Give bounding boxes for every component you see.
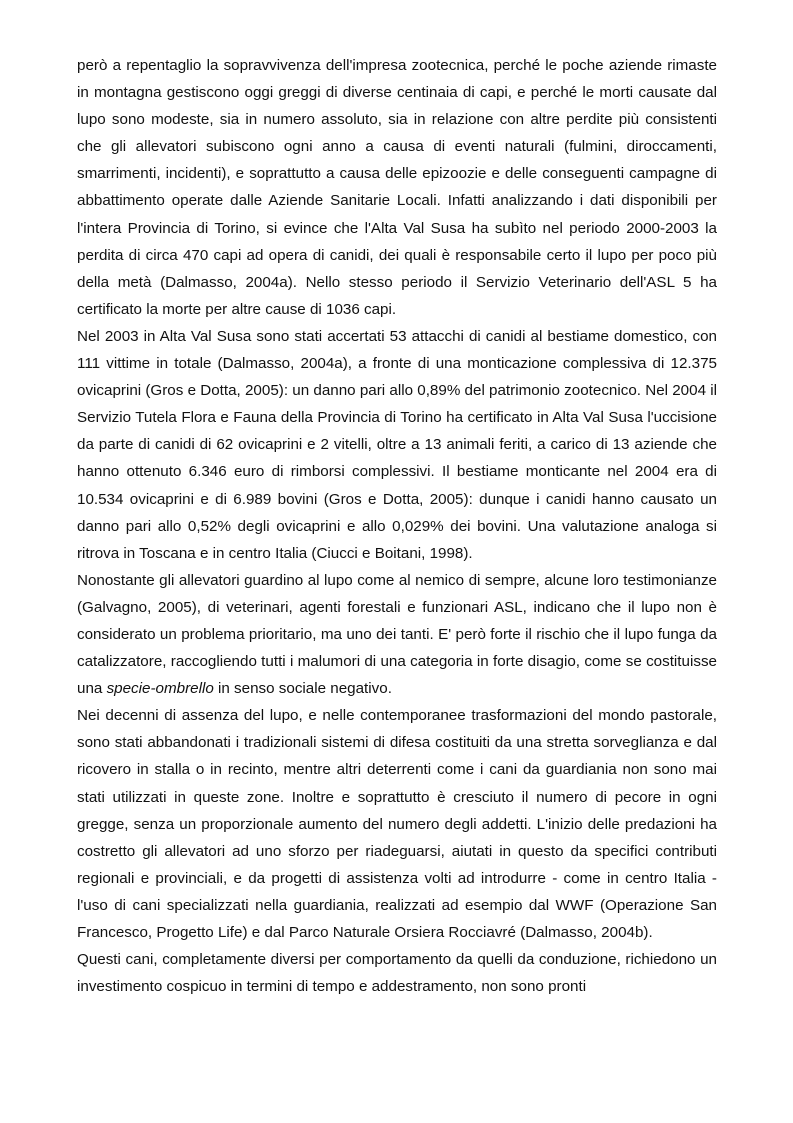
paragraph-5-text: Questi cani, completamente diversi per comportamento da quelli da conduzione, richiedono un investimento cospicuo in termini di tempo e addestramento, non sono pronti	[77, 951, 717, 996]
paragraph-2-text: Nel 2003 in Alta Val Susa sono stati accertati 53 attacchi di canidi al bestiame domestico, con 111 vittime in totale (Dalmasso, 2004a), a fronte di una monticazione complessiva di 12.375 ovicaprini (Gros e Dotta, 2005): un danno pari allo 0,89% del patrimonio zootecnico. Nel 2004 il Servizio Tutela Flora e Fauna della Provincia di Torino ha certificato in Alta Val Susa l'uccisione da parte di canidi di 62 ovicaprini e 2 vitelli, oltre a 13 animali feriti, a carico di 13 aziende che hanno ottenuto 6.346 euro di rimborsi complessivi. Il bestiame monticante nel 2004 era di 10.534 ovicaprini e di 6.989 bovini (Gros e Dotta, 2005): dunque i canidi hanno causato un danno pari allo 0,52% degli ovicaprini e allo 0,029% dei bovini. Una valutazione analoga si ritrova in Toscana e in centro Italia (Ciucci e Boitani, 1998).	[77, 327, 717, 562]
paragraph-3-text-before: Nonostante gli allevatori guardino al lupo come al nemico di sempre, alcune loro testimonianze (Galvagno, 2005), di veterinari, agenti forestali e funzionari ASL, indicano che il lupo non è considerato un problema prioritario, ma uno dei tanti. E' però forte il rischio che il lupo funga da catalizzatore, raccogliendo tutti i malumori di una categoria in forte disagio, come se costituisse una	[77, 571, 717, 698]
paragraph-4-text: Nei decenni di assenza del lupo, e nelle contemporanee trasformazioni del mondo pastorale, sono stati abbandonati i tradizionali sistemi di difesa costituiti da una stretta sorveglianza e dal ricovero in stalla o in recinto, mentre altri deterrenti come i cani da guardiania non sono mai stati utilizzati in queste zone. Inoltre e soprattutto è cresciuto il numero di pecore in ogni gregge, senza un proporzionale aumento del numero degli addetti. L'inizio delle predazioni ha costretto gli allevatori ad uno sforzo per riadeguarsi, aiutati in questo da specifici contributi regionali e provinciali, e da progetti di assistenza volti ad introdurre - come in centro Italia - l'uso di cani specializzati nella guardiania, realizzati ad esempio dal WWF (Operazione San Francesco, Progetto Life) e dal Parco Naturale Orsiera Rocciavré (Dalmasso, 2004b).	[77, 707, 717, 941]
paragraph-5	[77, 946, 717, 1000]
paragraph-3-emphasis: specie-ombrello	[106, 680, 214, 698]
paragraph-3	[77, 567, 717, 702]
paragraph-4	[77, 702, 717, 946]
paragraph-1-text: però a repentaglio la sopravvivenza dell'impresa zootecnica, perché le poche aziende rimaste in montagna gestiscono oggi greggi di diverse centinaia di capi, e perché le morti causate dal lupo sono modeste, sia in numero assoluto, sia in relazione con altre perdite più consistenti che gli allevatori subiscono ogni anno a causa di eventi naturali (fulmini, diroccamenti, smarrimenti, incidenti), e soprattutto a causa delle epizoozie e delle conseguenti campagne di abbattimento operate dalle Aziende Sanitarie Locali. Infatti analizzando i dati disponibili per l'intera Provincia di Torino, si evince che l'Alta Val Susa ha subìto nel periodo 2000-2003 la perdita di circa 470 capi ad opera di canidi, dei quali è responsabile certo il lupo per poco più della metà (Dalmasso, 2004a). Nello stesso periodo il Servizio Veterinario dell'ASL 5 ha certificato la morte per altre cause di 1036 capi.	[77, 57, 717, 318]
paragraph-1	[77, 52, 717, 323]
paragraph-3-text-after: in senso sociale negativo.	[213, 680, 392, 698]
paragraph-2	[77, 323, 717, 567]
document-page	[77, 52, 717, 1000]
